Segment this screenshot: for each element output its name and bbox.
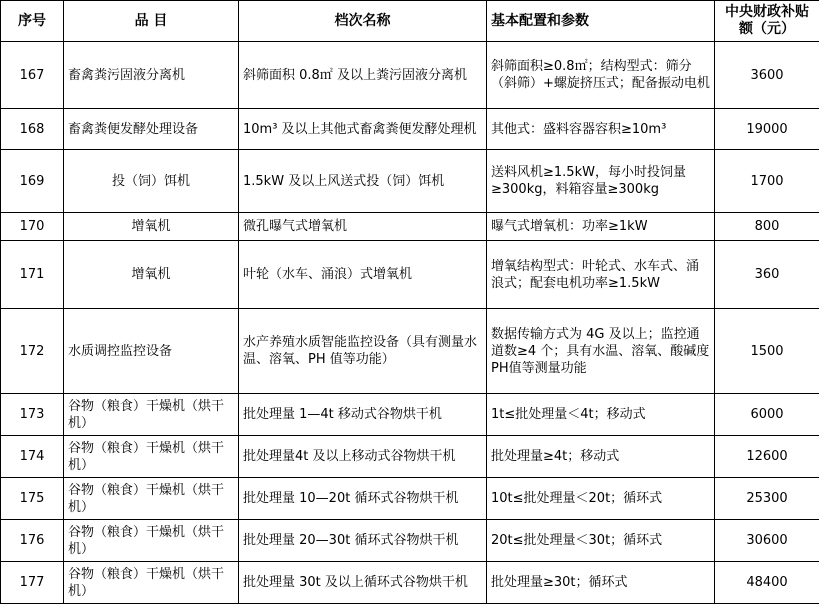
cell-grade: 叶轮（水车、涌浪）式增氧机 [239,241,487,309]
cell-subsidy: 19000 [715,109,819,150]
cell-item: 增氧机 [64,213,239,241]
table-row [1,478,819,520]
cell-config: 斜筛面积≥0.8㎡；结构型式：筛分（斜筛）+螺旋挤压式；配备振动电机 [487,42,715,109]
cell-seq: 176 [1,520,64,562]
cell-item: 谷物（粮食）干燥机（烘干机） [64,520,239,562]
cell-item: 谷物（粮食）干燥机（烘干机） [64,562,239,604]
cell-grade: 批处理量 1—4t 移动式谷物烘干机 [239,394,487,436]
table-row [1,150,819,213]
cell-config: 1t≤批处理量＜4t；移动式 [487,394,715,436]
cell-grade: 批处理量 30t 及以上循环式谷物烘干机 [239,562,487,604]
cell-subsidy: 1700 [715,150,819,213]
table-row [1,394,819,436]
cell-subsidy: 25300 [715,478,819,520]
cell-config: 数据传输方式为 4G 及以上；监控通道数≥4 个；具有水温、溶氧、酸碱度 PH值等测量功能 [487,309,715,394]
header-grade: 档次名称 [239,1,487,42]
cell-seq: 172 [1,309,64,394]
table-row [1,562,819,604]
cell-grade: 批处理量4t 及以上移动式谷物烘干机 [239,436,487,478]
cell-config: 其他式：盛料容器容积≥10m³ [487,109,715,150]
table-row [1,241,819,309]
cell-seq: 169 [1,150,64,213]
header-subsidy: 中央财政补贴额（元） [715,1,819,42]
cell-config: 送料风机≥1.5kW，每小时投饲量≥300kg，料箱容量≥300kg [487,150,715,213]
table-row [1,309,819,394]
cell-subsidy: 360 [715,241,819,309]
table-row [1,213,819,241]
cell-subsidy: 800 [715,213,819,241]
cell-grade: 斜筛面积 0.8㎡ 及以上粪污固液分离机 [239,42,487,109]
table-row [1,436,819,478]
cell-item: 谷物（粮食）干燥机（烘干机） [64,394,239,436]
cell-item: 投（饲）饵机 [64,150,239,213]
cell-item: 畜禽粪便发酵处理设备 [64,109,239,150]
table-row [1,109,819,150]
cell-config: 曝气式增氧机：功率≥1kW [487,213,715,241]
cell-item: 畜禽粪污固液分离机 [64,42,239,109]
cell-grade: 1.5kW 及以上风送式投（饲）饵机 [239,150,487,213]
cell-subsidy: 1500 [715,309,819,394]
cell-seq: 170 [1,213,64,241]
cell-item: 水质调控监控设备 [64,309,239,394]
cell-subsidy: 30600 [715,520,819,562]
cell-item: 谷物（粮食）干燥机（烘干机） [64,478,239,520]
header-item: 品 目 [64,1,239,42]
cell-grade: 批处理量 10—20t 循环式谷物烘干机 [239,478,487,520]
cell-seq: 173 [1,394,64,436]
cell-grade: 批处理量 20—30t 循环式谷物烘干机 [239,520,487,562]
cell-config: 20t≤批处理量＜30t；循环式 [487,520,715,562]
cell-seq: 177 [1,562,64,604]
cell-subsidy: 6000 [715,394,819,436]
cell-seq: 168 [1,109,64,150]
cell-item: 增氧机 [64,241,239,309]
header-config: 基本配置和参数 [487,1,715,42]
cell-seq: 174 [1,436,64,478]
cell-config: 10t≤批处理量＜20t；循环式 [487,478,715,520]
cell-config: 增氧结构型式：叶轮式、水车式、涌浪式；配套电机功率≥1.5kW [487,241,715,309]
cell-seq: 167 [1,42,64,109]
cell-item: 谷物（粮食）干燥机（烘干机） [64,436,239,478]
table-row [1,42,819,109]
header-row [1,1,819,42]
header-seq: 序号 [1,1,64,42]
cell-subsidy: 48400 [715,562,819,604]
cell-seq: 171 [1,241,64,309]
cell-grade: 水产养殖水质智能监控设备（具有测量水温、溶氧、PH 值等功能） [239,309,487,394]
cell-config: 批处理量≥4t；移动式 [487,436,715,478]
table-row [1,520,819,562]
cell-subsidy: 12600 [715,436,819,478]
cell-grade: 10m³ 及以上其他式畜禽粪便发酵处理机 [239,109,487,150]
cell-grade: 微孔曝气式增氧机 [239,213,487,241]
cell-subsidy: 3600 [715,42,819,109]
cell-seq: 175 [1,478,64,520]
cell-config: 批处理量≥30t；循环式 [487,562,715,604]
